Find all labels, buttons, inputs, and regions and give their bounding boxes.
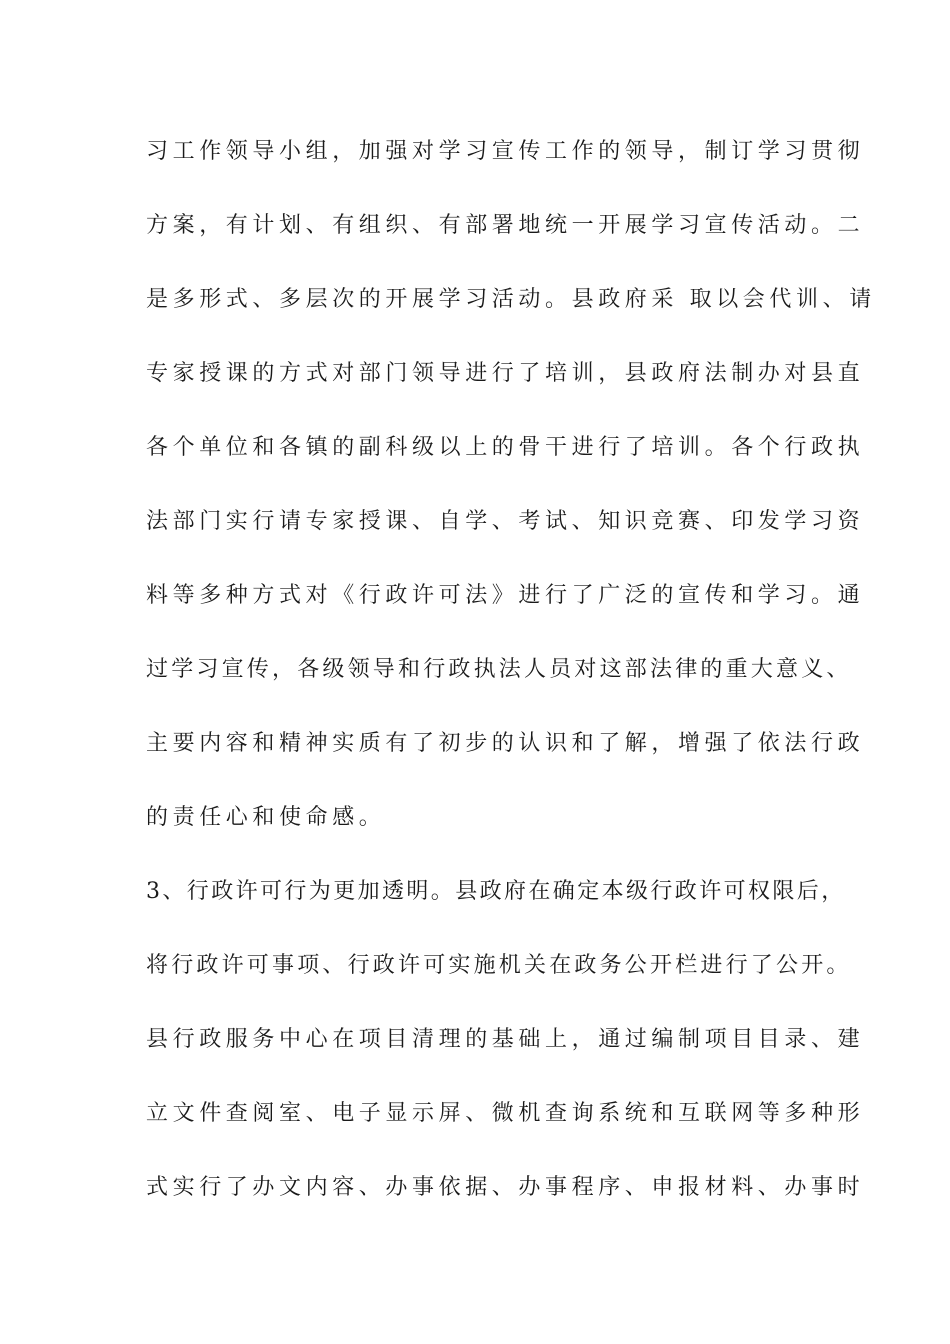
paragraph-line: 是多形式、多层次的开展学习活动。县政府采 取以会代训、请 xyxy=(146,287,876,312)
paragraph-line: 将行政许可事项、行政许可实施机关在政务公开栏进行了公开。 xyxy=(146,953,852,978)
paragraph-line: 专家授课的方式对部门领导进行了培训，县政府法制办对县直 xyxy=(146,361,865,386)
paragraph-line: 习工作领导小组，加强对学习宣传工作的领导，制订学习贯彻 xyxy=(146,139,865,164)
paragraph-line: 方案，有计划、有组织、有部署地统一开展学习宣传活动。二 xyxy=(146,213,865,238)
paragraph-line: 主要内容和精神实质有了初步的认识和了解，增强了依法行政 xyxy=(146,731,865,756)
paragraph-line: 料等多种方式对《行政许可法》进行了广泛的宣传和学习。通 xyxy=(146,583,865,608)
paragraph-line: 过学习宣传，各级领导和行政执法人员对这部法律的重大意义、 xyxy=(146,657,852,682)
paragraph-line: 县行政服务中心在项目清理的基础上，通过编制项目目录、建 xyxy=(146,1027,865,1052)
paragraph-line: 式实行了办文内容、办事依据、办事程序、申报材料、办事时 xyxy=(146,1175,865,1200)
section-heading-line: 3、行政许可行为更加透明。县政府在确定本级行政许可权限后， xyxy=(146,879,846,904)
paragraph-line: 各个单位和各镇的副科级以上的骨干进行了培训。各个行政执 xyxy=(146,435,865,460)
paragraph-line: 立文件查阅室、电子显示屏、微机查询系统和互联网等多种形 xyxy=(146,1101,865,1126)
paragraph-line: 法部门实行请专家授课、自学、考试、知识竞赛、印发学习资 xyxy=(146,509,865,534)
paragraph-line: 的责任心和使命感。 xyxy=(146,805,386,830)
